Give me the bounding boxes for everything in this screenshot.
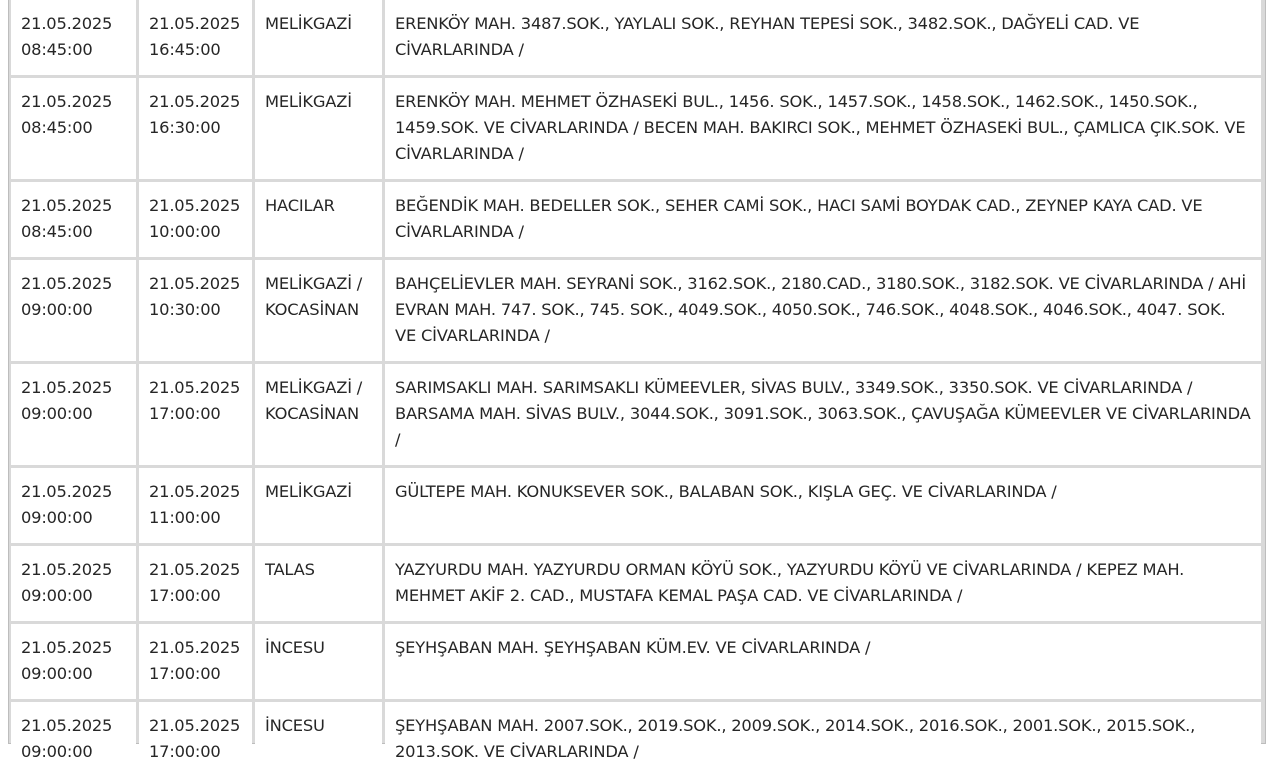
- outage-table-frame: [8, 0, 1266, 761]
- end-datetime-cell: [139, 78, 252, 179]
- start-date: 21.05.2025: [21, 14, 113, 33]
- district-cell: İNCESU: [255, 624, 382, 699]
- end-date: 21.05.2025: [149, 14, 241, 33]
- start-time: 09:00:00: [21, 300, 93, 319]
- end-time: 17:00:00: [149, 404, 221, 423]
- table-row: [11, 364, 1261, 465]
- end-date: 21.05.2025: [149, 482, 241, 501]
- end-datetime-cell: [139, 624, 252, 699]
- start-datetime-cell: [11, 260, 136, 361]
- end-time: 16:45:00: [149, 40, 221, 59]
- affected-areas-cell: ŞEYHŞABAN MAH. ŞEYHŞABAN KÜM.EV. VE CİVARLARINDA /: [385, 624, 1261, 699]
- table-row: [11, 702, 1261, 777]
- start-time: 09:00:00: [21, 508, 93, 527]
- district-cell: MELİKGAZİ / KOCASİNAN: [255, 260, 382, 361]
- start-date: 21.05.2025: [21, 560, 113, 579]
- affected-areas-cell: BEĞENDİK MAH. BEDELLER SOK., SEHER CAMİ SOK., HACI SAMİ BOYDAK CAD., ZEYNEP KAYA CAD. VE CİVARLARINDA /: [385, 182, 1261, 257]
- start-datetime-cell: [11, 468, 136, 543]
- affected-areas-cell: YAZYURDU MAH. YAZYURDU ORMAN KÖYÜ SOK., YAZYURDU KÖYÜ VE CİVARLARINDA / KEPEZ MAH. MEHMET AKİF 2. CAD., MUSTAFA KEMAL PAŞA CAD. VE CİVARLARINDA /: [385, 546, 1261, 621]
- end-datetime-cell: [139, 468, 252, 543]
- table-row: [11, 624, 1261, 699]
- start-time: 08:45:00: [21, 222, 93, 241]
- end-date: 21.05.2025: [149, 196, 241, 215]
- start-time: 09:00:00: [21, 742, 93, 761]
- start-time: 09:00:00: [21, 664, 93, 683]
- end-time: 10:00:00: [149, 222, 221, 241]
- end-date: 21.05.2025: [149, 274, 241, 293]
- district-cell: MELİKGAZİ / KOCASİNAN: [255, 364, 382, 465]
- end-datetime-cell: [139, 702, 252, 777]
- start-date: 21.05.2025: [21, 196, 113, 215]
- start-time: 08:45:00: [21, 40, 93, 59]
- district-cell: İNCESU: [255, 702, 382, 777]
- start-time: 08:45:00: [21, 118, 93, 137]
- end-datetime-cell: [139, 0, 252, 75]
- start-datetime-cell: [11, 546, 136, 621]
- district-cell: MELİKGAZİ: [255, 78, 382, 179]
- start-time: 09:00:00: [21, 404, 93, 423]
- end-time: 17:00:00: [149, 742, 221, 761]
- table-row: [11, 468, 1261, 543]
- district-cell: HACILAR: [255, 182, 382, 257]
- table-row: [11, 546, 1261, 621]
- start-time: 09:00:00: [21, 586, 93, 605]
- table-row: [11, 0, 1261, 75]
- end-date: 21.05.2025: [149, 92, 241, 111]
- start-datetime-cell: [11, 78, 136, 179]
- start-datetime-cell: [11, 364, 136, 465]
- outage-table-body: [11, 0, 1261, 777]
- district-cell: TALAS: [255, 546, 382, 621]
- affected-areas-cell: GÜLTEPE MAH. KONUKSEVER SOK., BALABAN SOK., KIŞLA GEÇ. VE CİVARLARINDA /: [385, 468, 1261, 543]
- end-datetime-cell: [139, 260, 252, 361]
- district-cell: MELİKGAZİ: [255, 468, 382, 543]
- end-time: 16:30:00: [149, 118, 221, 137]
- start-date: 21.05.2025: [21, 274, 113, 293]
- affected-areas-cell: ŞEYHŞABAN MAH. 2007.SOK., 2019.SOK., 2009.SOK., 2014.SOK., 2016.SOK., 2001.SOK., 2015.SOK., 2013.SOK. VE CİVARLARINDA /: [385, 702, 1261, 777]
- end-time: 10:30:00: [149, 300, 221, 319]
- affected-areas-cell: BAHÇELİEVLER MAH. SEYRANİ SOK., 3162.SOK., 2180.CAD., 3180.SOK., 3182.SOK. VE CİVARLARINDA / AHİ EVRAN MAH. 747. SOK., 745. SOK., 4049.SOK., 4050.SOK., 746.SOK., 4048.SOK., 4046.SOK., 4047. SOK. VE CİVARLARINDA /: [385, 260, 1261, 361]
- outage-table: [8, 0, 1264, 780]
- table-row: [11, 182, 1261, 257]
- end-time: 11:00:00: [149, 508, 221, 527]
- start-date: 21.05.2025: [21, 716, 113, 735]
- start-date: 21.05.2025: [21, 482, 113, 501]
- end-date: 21.05.2025: [149, 378, 241, 397]
- start-date: 21.05.2025: [21, 638, 113, 657]
- table-row: [11, 260, 1261, 361]
- affected-areas-cell: ERENKÖY MAH. MEHMET ÖZHASEKİ BUL., 1456. SOK., 1457.SOK., 1458.SOK., 1462.SOK., 1450.SOK., 1459.SOK. VE CİVARLARINDA / BECEN MAH. BAKIRCI SOK., MEHMET ÖZHASEKİ BUL., ÇAMLICA ÇIK.SOK. VE CİVARLARINDA /: [385, 78, 1261, 179]
- end-time: 17:00:00: [149, 664, 221, 683]
- start-datetime-cell: [11, 0, 136, 75]
- start-date: 21.05.2025: [21, 378, 113, 397]
- start-datetime-cell: [11, 702, 136, 777]
- end-time: 17:00:00: [149, 586, 221, 605]
- end-datetime-cell: [139, 182, 252, 257]
- start-datetime-cell: [11, 624, 136, 699]
- end-date: 21.05.2025: [149, 638, 241, 657]
- end-datetime-cell: [139, 546, 252, 621]
- affected-areas-cell: ERENKÖY MAH. 3487.SOK., YAYLALI SOK., REYHAN TEPESİ SOK., 3482.SOK., DAĞYELİ CAD. VE CİVARLARINDA /: [385, 0, 1261, 75]
- district-cell: MELİKGAZİ: [255, 0, 382, 75]
- start-date: 21.05.2025: [21, 92, 113, 111]
- table-row: [11, 78, 1261, 179]
- end-date: 21.05.2025: [149, 716, 241, 735]
- start-datetime-cell: [11, 182, 136, 257]
- end-date: 21.05.2025: [149, 560, 241, 579]
- end-datetime-cell: [139, 364, 252, 465]
- affected-areas-cell: SARIMSAKLI MAH. SARIMSAKLI KÜMEEVLER, SİVAS BULV., 3349.SOK., 3350.SOK. VE CİVARLARINDA / BARSAMA MAH. SİVAS BULV., 3044.SOK., 3091.SOK., 3063.SOK., ÇAVUŞAĞA KÜMEEVLER VE CİVARLARINDA /: [385, 364, 1261, 465]
